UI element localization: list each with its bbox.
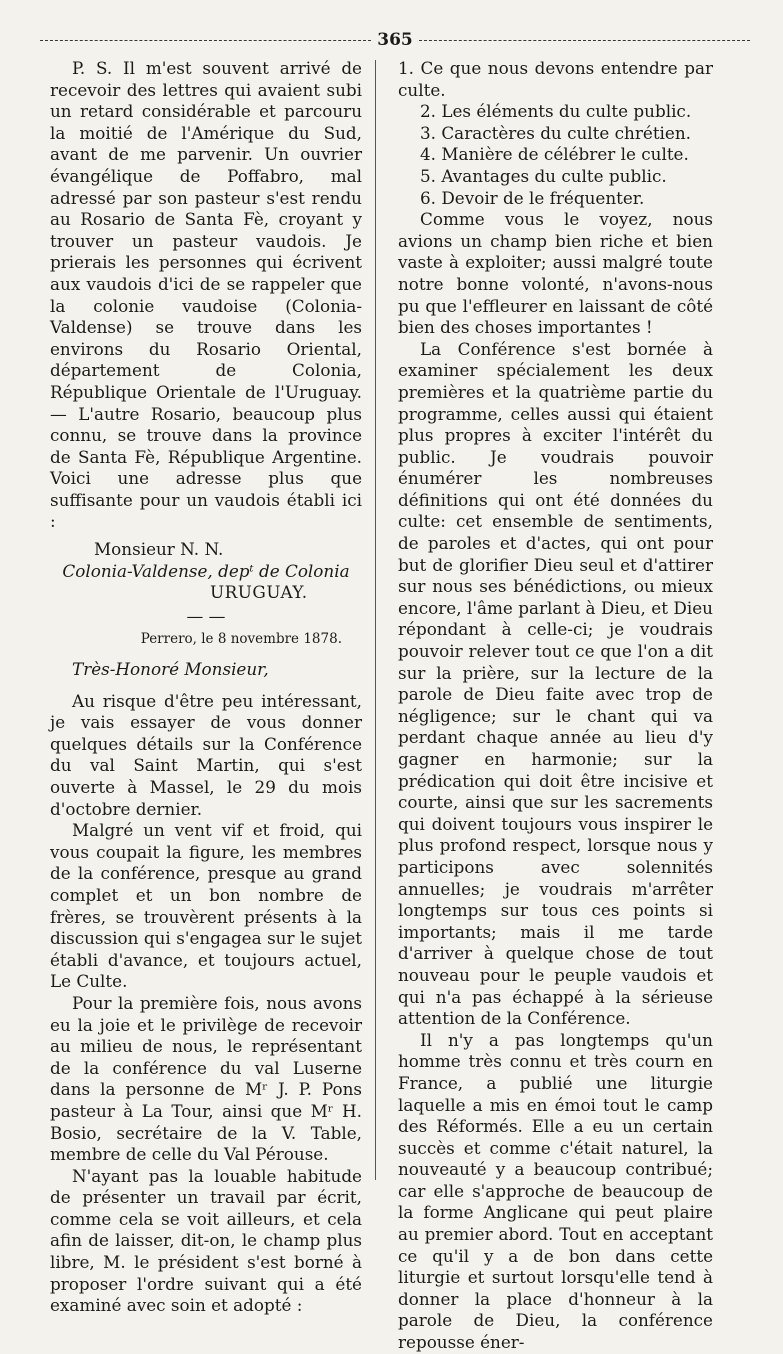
address-country: URUGUAY. — [210, 582, 308, 603]
right-column — [398, 58, 713, 1354]
body-paragraph: Il n'y a pas longtemps qu'un homme très connu et très courn en France, a publié une liturgie laquelle a mis en émoi tout le camp des Réformés. Elle a eu un certain succès et comme c'était naturel, la nouveauté y a beaucoup contribué; car elle s'approche de beaucoup de la forme Anglicane qui peut plaire au premier abord. Tout en acceptant ce qu'il y a de bon dans cette liturgie et surtout lorsqu'elle tend à donner la place d'honneur à la parole de Dieu, la conférence repousse éner- — [398, 1029, 713, 1353]
address-name: Monsieur N. N. — [94, 539, 224, 560]
page-header — [40, 30, 750, 50]
header-rule-left — [40, 40, 371, 41]
agenda-item: 6. Devoir de le fréquenter. — [420, 187, 645, 208]
column-divider — [375, 60, 376, 1180]
agenda-item: 5. Avantages du culte public. — [420, 165, 667, 186]
agenda-item: 2. Les éléments du culte public. — [420, 101, 692, 122]
address-place: Colonia-Valdense, depᵗ de Colonia — [62, 560, 350, 581]
body-paragraph: Au risque d'être peu intéressant, je vais essayer de vous donner quelques détails sur la Conférence du val Saint Martin, qui s'est ouverte à Massel, le 29 du mois d'octobre dernier. — [50, 690, 362, 819]
agenda-item: 3. Caractères du culte chrétien. — [420, 122, 691, 143]
section-separator: — — — [186, 605, 226, 626]
page-number: 365 — [377, 30, 413, 50]
body-paragraph: La Conférence s'est bornée à examiner spécialement les deux premières et la quatrième partie du programme, celles aussi qui étaient plus propres à exciter l'intérêt du public. Je voudrais pouvoir énumérer les nombreuses définitions qui ont été données du culte: cet ensemble de sentiments, de paroles et d'actes, qui ont pour but de glorifier Dieu seul et d'attirer sur nous ses bénédictions, ou mieux encore, l'âme parlant à Dieu, et Dieu répondant à celle-ci; je voudrais pouvoir relever tout ce que l'on a dit sur la prière, sur la lecture de la parole de Dieu faite avec trop de négligence; sur le chant qui va perdant chaque année au lieu d'y gagner en harmonie; sur la prédication qui doit être incisive et courte, ainsi que sur les sacrements qui doivent toujours vous inspirer le plus profond respect, lorsque nous y participons avec solennités annuelles; je voudrais m'arrêter longtemps sur tous ces points si importants; mais il me tarde d'arriver à quelque chose de tout nouveau pour le peuple vaudois et qui n'a pas échappé à la sérieuse attention de la Conférence. — [398, 338, 713, 1029]
postscript-paragraph: P. S. Il m'est souvent arrivé de recevoir des lettres qui avaient subi un retard considérable et parcouru la moitié de l'Amérique du Sud, avant de me parvenir. Un ouvrier évangélique de Poffabro, mal adressé par son pasteur s'est rendu au Rosario de Santa Fè, croyant y trouver un pasteur vaudois. Je prierais les personnes qui écrivent aux vaudois d'ici de se rappeler que la colonie vaudoise (Colonia-Valdense) se trouve dans les environs du Rosario Oriental, département de Colonia, République Orientale de l'Uruguay. — L'autre Rosario, beaucoup plus connu, se trouve dans la province de Santa Fè, République Argentine. Voici une adresse plus que suffisante pour un vaudois établi ici : — [50, 58, 362, 532]
agenda-list — [398, 58, 713, 209]
header-rule-right — [419, 40, 750, 41]
body-paragraph: Comme vous le voyez, nous avions un champ bien riche et bien vaste à exploiter; aussi malgré toute notre bonne volonté, n'avons-nous pu que l'effleurer en laissant de côté bien des choses importantes ! — [398, 209, 713, 338]
salutation: Très-Honoré Monsieur, — [72, 659, 269, 680]
body-paragraph: N'ayant pas la louable habitude de présenter un travail par écrit, comme cela se voit ailleurs, et cela afin de laisser, dit-on, le champ plus libre, M. le président s'est borné à proposer l'ordre suivant qui a été examiné avec soin et adopté : — [50, 1165, 362, 1316]
agenda-item: 4. Manière de célébrer le culte. — [420, 144, 689, 165]
body-paragraph: Malgré un vent vif et froid, qui vous coupait la figure, les membres de la conférence, presque au grand complet et un bon nombre de frères, se trouvèrent présents à la discussion qui s'engagea sur le sujet établi d'avance, et toujours actuel, Le Culte. — [50, 820, 362, 992]
body-paragraph: Pour la première fois, nous avons eu la joie et le privilège de recevoir au milieu de nous, le représentant de la conférence du val Luserne dans la personne de Mʳ J. P. Pons pasteur à La Tour, ainsi que Mʳ H. Bosio, secrétaire de la V. Table, membre de celle du Val Pérouse. — [50, 992, 362, 1165]
agenda-item: 1. Ce que nous devons entendre par culte. — [398, 58, 713, 100]
left-column — [50, 58, 362, 1317]
dateline: Perrero, le 8 novembre 1878. — [140, 631, 342, 648]
